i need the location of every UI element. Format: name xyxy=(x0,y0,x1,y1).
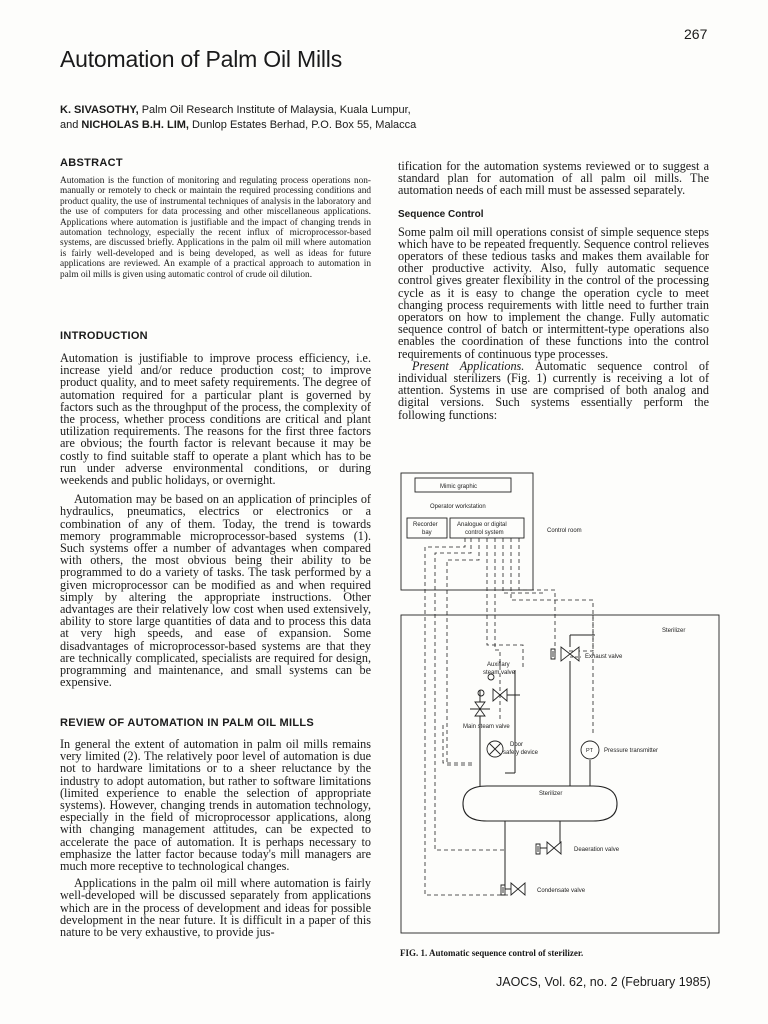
label-safety-device: safety device xyxy=(503,750,539,756)
right-column-text xyxy=(398,160,709,421)
label-deaeration-valve: Deaeration valve xyxy=(574,847,620,853)
introduction-section xyxy=(60,330,371,688)
figure-caption-label: FIG. 1. xyxy=(400,948,428,958)
abstract-heading: ABSTRACT xyxy=(60,157,123,169)
label-exhaust-valve: Exhaust valve xyxy=(585,654,623,660)
figure-caption-text: Automatic sequence control of sterilizer. xyxy=(429,948,584,958)
label-main-steam-valve: Main steam valve xyxy=(463,724,510,730)
sequence-control-heading: Sequence Control xyxy=(398,208,484,220)
label-analogue-digital: Analogue or digital xyxy=(457,522,507,528)
review-paragraph-1: In general the extent of automation in palm oil mills remains very limited (2). The relatively poor level of automation is due not to hardware limitations or to a sheer reluctance by the industry to adopt automation, but rather to software limitations (limited experience to enable the selection of appropriate systems). However, changing trends in automation technology, especially in the field of microprocessor applications, along with changing management attitudes, can be expected to accelerate the pace of automation. It is perhaps necessary to emphasize the latter factor because today's mill managers are much more receptive to technological changes. xyxy=(60,737,371,874)
author-block xyxy=(60,103,416,133)
label-auxiliary: Auxiliary xyxy=(487,662,510,668)
exhaust-valve-icon xyxy=(561,647,579,661)
paper-title: Automation of Palm Oil Mills xyxy=(60,46,342,72)
abstract-section xyxy=(60,157,371,280)
label-pressure-transmitter: Pressure transmitter xyxy=(604,748,659,754)
review-section xyxy=(60,717,371,938)
deaeration-valve-icon xyxy=(547,842,561,854)
abstract-text: Automation is the function of monitoring and regulating process operations non-manually or remotely to check or maintain the required processing conditions and product quality, the use of instrumental techniques of analysis in the laboratory and the use of computers for data processing and other miscellaneous applications. Applications where automation is justifiable and the impact of changing trends in automation technology, especially the recent influx of microprocessor-based systems, are discussed briefly. Applications in the palm oil mill where automation is fairly well-developed and is being developed, as well as ideas for future applications are reviewed. An example of a practical approach to automation in palm oil mills is given using automatic control of crude oil dilution. xyxy=(60,176,371,280)
label-mimic-graphic: Mimic graphic xyxy=(440,484,478,490)
review-paragraph-2: Applications in the palm oil mill where automation is fairly well-developed will be discussed separately from applications which are in the process of development and ideas for possible development in the near future. It is difficult in a paper of this nature to be very exhaustive, to provide jus- xyxy=(60,876,371,940)
label-sterilizer-vessel: Sterilizer xyxy=(539,791,563,797)
introduction-heading: INTRODUCTION xyxy=(60,330,148,342)
label-recorder-bay: bay xyxy=(422,530,432,536)
figure-1-diagram xyxy=(395,465,725,945)
label-door: Door xyxy=(510,742,524,748)
sequence-control-paragraph-1: Some palm oil mill operations consist of simple sequence steps which have to be repeated frequently. Sequence control relieves operators of these tedious tasks and makes them available for other productive activity. Also, fully automatic sequence control gives greater flexibility in the control of the processing cycle as it is easy to change the operation cycle to meet changing process requirements with little need to further train operators on how to implement the change. Fully automatic sequence control of batch or intermittent-type operations also enables the coordination of these functions into the control requirements of continuous type processes. xyxy=(398,224,709,361)
journal-footer: JAOCS, Vol. 62, no. 2 (February 1985) xyxy=(496,975,711,989)
review-heading: REVIEW OF AUTOMATION IN PALM OIL MILLS xyxy=(60,717,315,729)
author-name-1: K. SIVASOTHY, xyxy=(60,104,139,116)
label-control-room: Control room xyxy=(547,528,582,534)
introduction-paragraph-2: Automation may be based on an application of principles of hydraulics, pneumatics, electrics or electronics or a combination of any of them. Today, the trend is towards memory programmable microprocessor-based systems (1). Such systems offer a number of advantages when compared with others, the most obvious being their ability to be programmed to do a variety of tasks. The task performed by a given microprocessor can be modified as and when required simply by altering the appropriate instructions. Other advantages are their relatively low cost when used extensively, ability to store large quantities of data and to process this data at very high speeds, and ease of expansion. Some disadvantages of microprocessor-based systems are that they are technically complicated, specialists are required for design, programming and maintenance, and small systems can be expensive. xyxy=(60,492,371,690)
continuation-paragraph: tification for the automation systems reviewed or to suggest a standard plan for automation of all palm oil mills. The automation needs of each mill must be assessed separately. xyxy=(398,159,709,198)
label-sterilizer-room: Sterilizer xyxy=(662,628,686,634)
label-operator-workstation: Operator workstation xyxy=(430,504,486,510)
label-recorder: Recorder xyxy=(413,522,438,528)
introduction-paragraph-1: Automation is justifiable to improve process efficiency, i.e. increase yield and/or reduce production cost; to improve product quality, and to meet safety requirements. The degree of automation required for a particular plant is governed by factors such as the throughput of the process, the complexity of the process, whether process conditions are critical and plant utilization requirements. The reasons for the first three factors are obvious; the fourth factor is relevant because it may be costly to find suitable staff to operate a plant which has to be run under adverse environmental conditions, or during weekends and public holidays, or overnight. xyxy=(60,351,371,488)
author-affiliation-1: Palm Oil Research Institute of Malaysia, Kuala Lumpur, xyxy=(141,104,411,116)
present-applications-text: Automatic sequence control of individual sterilizers (Fig. 1) currently is receiving a lot of attention. Systems in use are comprised of both analog and digital versions. Such systems essentially perform the following functions: xyxy=(398,358,710,422)
label-steam-valve: steam valve xyxy=(483,670,516,676)
label-condensate-valve: Condensate valve xyxy=(537,888,586,894)
present-applications-lead: Present Applications. xyxy=(412,358,525,373)
author-affiliation-2: Dunlop Estates Berhad, P.O. Box 55, Malacca xyxy=(192,119,417,131)
condensate-valve-icon xyxy=(511,883,525,895)
label-control-system: control system xyxy=(465,530,504,536)
figure-caption xyxy=(400,948,583,958)
sequence-control-paragraph-2 xyxy=(398,360,709,421)
label-pt: PT xyxy=(586,748,594,754)
sterilizer-room-box xyxy=(401,615,719,933)
author-name-2: NICHOLAS B.H. LIM, xyxy=(81,119,189,131)
author-connector: and xyxy=(60,119,79,131)
page-number: 267 xyxy=(684,26,708,42)
